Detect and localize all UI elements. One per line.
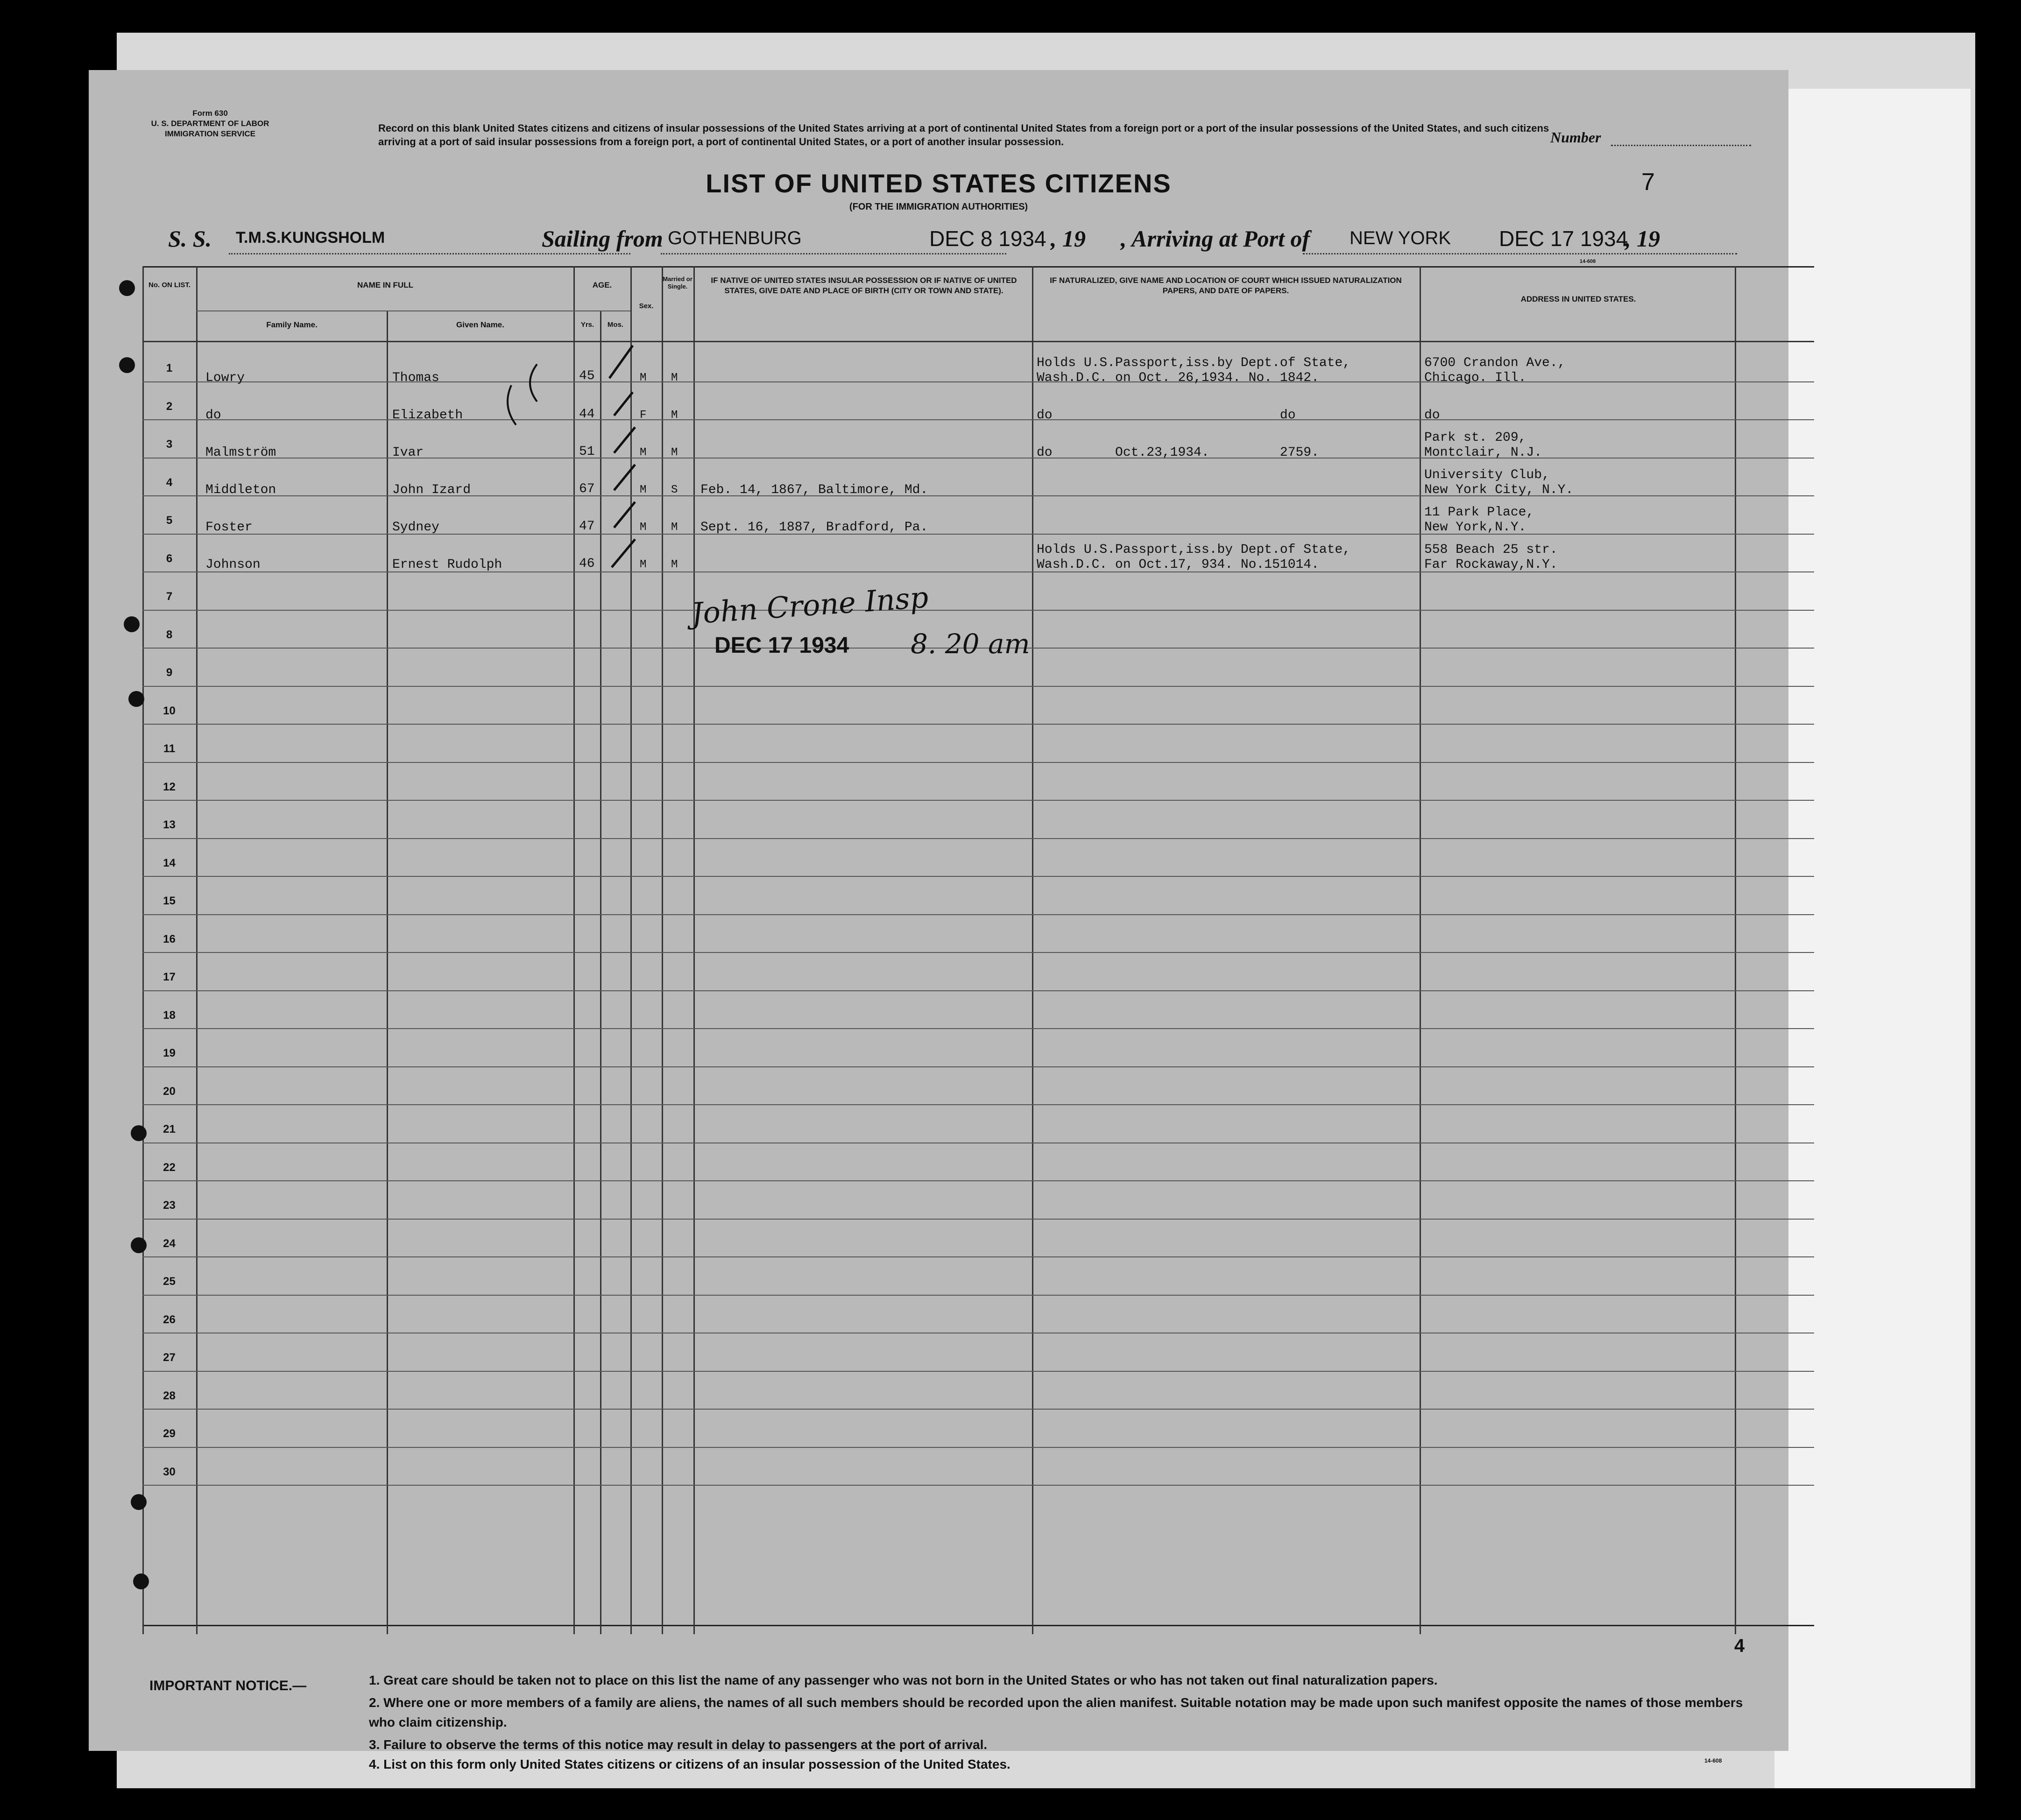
row-divider bbox=[142, 686, 1814, 687]
row-2-sex: F bbox=[640, 409, 647, 422]
row-2-given: Elizabeth bbox=[392, 408, 463, 423]
col-married: Married or Single. bbox=[663, 275, 693, 290]
sailing-label: Sailing from bbox=[542, 226, 663, 252]
row-number: 3 bbox=[166, 438, 173, 451]
punch-hole bbox=[128, 691, 144, 707]
row-divider bbox=[142, 952, 1814, 953]
row-number: 5 bbox=[166, 514, 173, 527]
number-line bbox=[1611, 145, 1751, 146]
row-6-nat1: Holds U.S.Passport,iss.by Dept.of State, bbox=[1037, 543, 1351, 557]
row-number: 28 bbox=[163, 1389, 176, 1402]
row-divider bbox=[142, 990, 1814, 991]
arrival-time: 8. 20 am bbox=[911, 628, 1030, 660]
row-5-ms: M bbox=[671, 521, 678, 534]
row-number: 27 bbox=[163, 1351, 176, 1364]
port-to-line bbox=[1303, 253, 1737, 254]
row-divider bbox=[142, 1066, 1814, 1067]
punch-hole bbox=[124, 616, 140, 632]
sail-date: DEC 8 1934 bbox=[929, 226, 1046, 251]
row-divider bbox=[142, 1447, 1814, 1448]
notice-code: 14-608 bbox=[1704, 1757, 1722, 1764]
row-5-addr1: 11 Park Place, bbox=[1424, 505, 1534, 520]
row-2-family: do bbox=[205, 408, 221, 423]
row-divider bbox=[142, 724, 1814, 725]
row-4-family: Middleton bbox=[205, 483, 276, 497]
row-divider bbox=[142, 1485, 1814, 1486]
punch-hole bbox=[131, 1125, 147, 1141]
row-divider bbox=[142, 1371, 1814, 1372]
punch-hole bbox=[119, 280, 135, 296]
col-no: No. ON LIST. bbox=[148, 281, 191, 289]
row-number: 21 bbox=[163, 1123, 176, 1136]
col-family-name: Family Name. bbox=[266, 320, 318, 329]
row-5-birth: Sept. 16, 1887, Bradford, Pa. bbox=[700, 520, 928, 535]
row-4-yrs: 67 bbox=[579, 482, 595, 496]
row-number: 15 bbox=[163, 895, 176, 907]
row-number: 1 bbox=[166, 362, 173, 374]
row-4-addr1: University Club, bbox=[1424, 468, 1550, 482]
row-2-ms: M bbox=[671, 409, 678, 422]
row-3-addr1: Park st. 209, bbox=[1424, 430, 1526, 445]
row-3-ms: M bbox=[671, 446, 678, 459]
page-number: 4 bbox=[1734, 1636, 1745, 1656]
col-given-name: Given Name. bbox=[456, 320, 504, 329]
manifest-sheet bbox=[89, 70, 1788, 1771]
row-number: 9 bbox=[166, 666, 173, 679]
row-divider bbox=[142, 1219, 1814, 1220]
row-5-sex: M bbox=[640, 521, 647, 534]
row-number: 20 bbox=[163, 1085, 176, 1098]
arrive-date: DEC 17 1934 bbox=[1499, 226, 1628, 251]
row-6-addr1: 558 Beach 25 str. bbox=[1424, 543, 1558, 557]
ship-name: T.M.S.KUNGSHOLM bbox=[236, 229, 385, 247]
row-6-family: Johnson bbox=[205, 557, 261, 572]
col-name-in-full: NAME IN FULL bbox=[357, 281, 413, 289]
punch-hole bbox=[131, 1494, 147, 1510]
row-divider bbox=[142, 1295, 1814, 1296]
row-divider bbox=[142, 914, 1814, 915]
notice-item-4: 4. List on this form only United States citizens or citizens of an insular possession of the United States. bbox=[369, 1757, 1010, 1771]
row-3-addr2: Montclair, N.J. bbox=[1424, 445, 1542, 460]
passenger-table bbox=[142, 266, 1814, 1656]
row-3-nat1: do Oct.23,1934. 2759. bbox=[1037, 445, 1319, 460]
row-1-family: Lowry bbox=[205, 371, 245, 385]
row-1-addr2: Chicago. Ill. bbox=[1424, 371, 1526, 385]
row-3-family: Malmström bbox=[205, 445, 276, 460]
row-number: 14 bbox=[163, 856, 176, 869]
row-1-given: Thomas bbox=[392, 371, 439, 385]
row-3-yrs: 51 bbox=[579, 444, 595, 459]
row-1-addr1: 6700 Crandon Ave., bbox=[1424, 356, 1566, 370]
arriving-label: , Arriving at Port of bbox=[1121, 226, 1310, 252]
row-1-sex: M bbox=[640, 372, 647, 384]
row-divider bbox=[142, 1409, 1814, 1410]
row-4-birth: Feb. 14, 1867, Baltimore, Md. bbox=[700, 483, 928, 497]
row-2-addr1: do bbox=[1424, 408, 1440, 423]
row-number: 7 bbox=[166, 590, 173, 603]
department-name: U. S. DEPARTMENT OF LABOR bbox=[151, 119, 269, 128]
row-divider bbox=[142, 1256, 1814, 1257]
col-address: ADDRESS IN UNITED STATES. bbox=[1520, 295, 1636, 303]
row-number: 11 bbox=[163, 742, 176, 755]
page-subtitle: (FOR THE IMMIGRATION AUTHORITIES) bbox=[849, 202, 1028, 212]
row-1-ms: M bbox=[671, 372, 678, 384]
row-divider bbox=[142, 838, 1814, 839]
col-naturalized: IF NATURALIZED, GIVE NAME AND LOCATION OF COURT WHICH ISSUED NATURALIZATION PAPERS, AND DATE OF PAPERS. bbox=[1050, 276, 1402, 295]
row-number: 12 bbox=[163, 780, 176, 793]
row-divider bbox=[142, 1180, 1814, 1181]
row-number: 22 bbox=[163, 1161, 176, 1174]
page-title: LIST OF UNITED STATES CITIZENS bbox=[706, 169, 1172, 198]
row-number: 6 bbox=[166, 552, 173, 565]
row-number: 10 bbox=[163, 704, 176, 717]
row-number: 19 bbox=[163, 1047, 176, 1059]
row-number: 26 bbox=[163, 1313, 176, 1326]
row-6-addr2: Far Rockaway,N.Y. bbox=[1424, 557, 1558, 572]
port-from-line bbox=[661, 253, 1006, 254]
tick-marks bbox=[142, 266, 1814, 640]
row-1-yrs: 45 bbox=[579, 369, 595, 383]
row-number: 23 bbox=[163, 1199, 176, 1212]
row-divider bbox=[142, 1028, 1814, 1029]
row-number: 13 bbox=[163, 818, 176, 831]
col-mos: Mos. bbox=[607, 321, 624, 329]
port-to: NEW YORK bbox=[1350, 228, 1451, 248]
arrival-stamp: DEC 17 1934 bbox=[714, 633, 849, 658]
row-2-yrs: 44 bbox=[579, 407, 595, 422]
notice-item-3: 3. Failure to observe the terms of this notice may result in delay to passengers at the port of arrival. bbox=[369, 1737, 988, 1752]
row-number: 17 bbox=[163, 971, 176, 983]
col-yrs: Yrs. bbox=[580, 321, 594, 329]
row-4-sex: M bbox=[640, 484, 647, 496]
col-birth: IF NATIVE OF UNITED STATES INSULAR POSSESSION OR IF NATIVE OF UNITED STATES, GIVE DATE AND PLACE OF BIRTH (CITY OR TOWN AND STATE). bbox=[711, 276, 1017, 295]
row-number: 2 bbox=[166, 400, 173, 413]
row-divider bbox=[142, 800, 1814, 801]
row-5-family: Foster bbox=[205, 520, 253, 535]
punch-hole bbox=[119, 357, 135, 373]
row-5-yrs: 47 bbox=[579, 519, 595, 534]
row-number: 30 bbox=[163, 1465, 176, 1478]
row-1-nat2: Wash.D.C. on Oct. 26,1934. No. 1842. bbox=[1037, 371, 1319, 385]
row-divider bbox=[142, 1104, 1814, 1105]
form-number: Form 630 bbox=[192, 109, 228, 118]
row-6-ms: M bbox=[671, 558, 678, 571]
notice-item-1: 1. Great care should be taken not to place on this list the name of any passenger who was not born in the United States or who has not taken out final naturalization papers. bbox=[369, 1673, 1438, 1687]
row-number: 24 bbox=[163, 1237, 176, 1250]
ss-label: S. S. bbox=[168, 226, 212, 252]
row-number: 4 bbox=[166, 476, 173, 489]
row-number: 16 bbox=[163, 932, 176, 945]
notice-item-2: 2. Where one or more members of a family are aliens, the names of all such members should be recorded upon the alien manifest. Suitable notation may be made upon such manifest opposite the names of those members who claim citizenship. bbox=[369, 1695, 1743, 1729]
service-name: IMMIGRATION SERVICE bbox=[165, 129, 255, 138]
col-age: AGE. bbox=[592, 281, 612, 289]
row-1-nat1: Holds U.S.Passport,iss.by Dept.of State, bbox=[1037, 356, 1351, 370]
row-6-yrs: 46 bbox=[579, 557, 595, 571]
year-label-1: , 19 bbox=[1051, 226, 1086, 252]
punch-hole bbox=[133, 1573, 149, 1589]
port-from: GOTHENBURG bbox=[668, 228, 802, 248]
print-code: 14-608 bbox=[1579, 259, 1596, 264]
row-5-given: Sydney bbox=[392, 520, 439, 535]
row-5-addr2: New York,N.Y. bbox=[1424, 520, 1526, 535]
notice-heading: IMPORTANT NOTICE.— bbox=[149, 1678, 307, 1693]
col-sex: Sex. bbox=[639, 302, 654, 310]
form-instructions: Record on this blank United States citizens and citizens of insular possessions of the United States arriving at a port of continental United States from a foreign port or a port of the insular possessions of the United States, and such citizens arriving at a port of said insular possessions from a foreign port, a port of continental United States, or a port of another insular possession. bbox=[378, 122, 1549, 148]
row-4-ms: S bbox=[671, 484, 678, 496]
inspector-signature: John Crone Insp bbox=[690, 580, 930, 631]
row-3-sex: M bbox=[640, 446, 647, 459]
row-4-addr2: New York City, N.Y. bbox=[1424, 483, 1574, 497]
row-divider bbox=[142, 762, 1814, 763]
row-number: 29 bbox=[163, 1427, 176, 1440]
row-4-given: John Izard bbox=[392, 483, 471, 497]
row-number: 18 bbox=[163, 1009, 176, 1022]
number-label: Number bbox=[1550, 129, 1601, 146]
row-2-nat1: do do bbox=[1037, 408, 1296, 423]
row-number: 8 bbox=[166, 628, 173, 641]
row-6-sex: M bbox=[640, 558, 647, 571]
row-divider bbox=[142, 876, 1814, 877]
year-label-2: , 19 bbox=[1625, 226, 1660, 252]
row-6-nat2: Wash.D.C. on Oct.17, 934. No.151014. bbox=[1037, 557, 1319, 572]
row-number: 25 bbox=[163, 1275, 176, 1288]
number-value: 7 bbox=[1641, 169, 1655, 196]
row-6-given: Ernest Rudolph bbox=[392, 557, 502, 572]
row-3-given: Ivar bbox=[392, 445, 424, 460]
punch-hole bbox=[131, 1237, 147, 1253]
ship-line bbox=[229, 253, 630, 254]
